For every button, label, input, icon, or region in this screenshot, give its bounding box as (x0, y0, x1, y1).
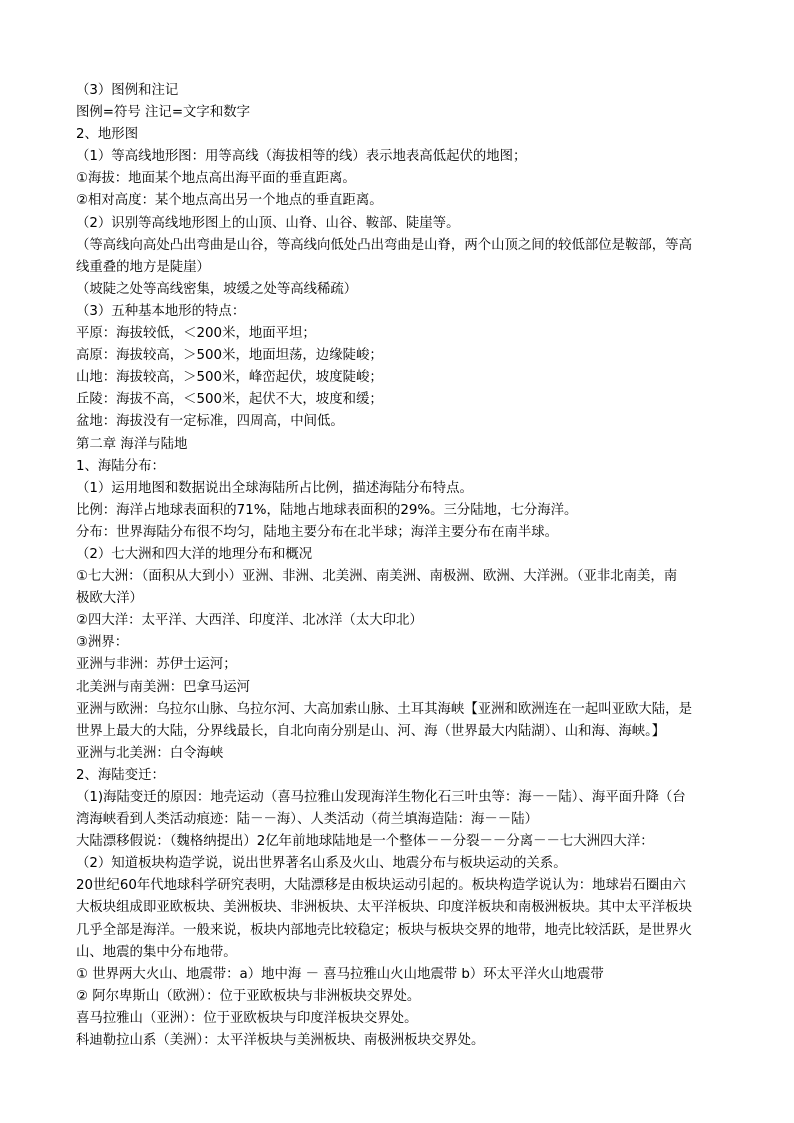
text-line: （1）运用地图和数据说出全球海陆所占比例，描述海陆分布特点。 (76, 480, 473, 496)
text-line: 极欧大洋） (76, 591, 143, 607)
text-line: 线重叠的地方是陡崖） (76, 259, 210, 275)
text-line: ① 世界两大火山、地震带：a）地中海 － 喜马拉雅山火山地震带 b）环太平洋火山地震带 (76, 966, 604, 982)
text-line: ①海拔：地面某个地点高出海平面的垂直距离。 (76, 171, 356, 187)
text-line: 图例=符号 注记=文字和数字 (76, 105, 250, 121)
text-line: 分布：世界海陆分布很不均匀，陆地主要分布在北半球；海洋主要分布在南半球。 (76, 524, 559, 540)
section-heading: 2、地形图 (76, 127, 139, 143)
text-line: 山、地震的集中分布地带。 (76, 944, 237, 960)
text-line: （坡陡之处等高线密集，坡缓之处等高线稀疏） (76, 281, 358, 297)
text-line: （1）等高线地形图：用等高线（海拔相等的线）表示地表高低起伏的地图； (76, 149, 527, 165)
text-line: 高原：海拔较高，＞500米，地面坦荡，边缘陡峻； (76, 348, 383, 364)
text-line: 比例：海洋占地球表面积的71%，陆地占地球表面积的29%。三分陆地，七分海洋。 (76, 502, 578, 518)
text-line: 喜马拉雅山（亚洲）：位于亚欧板块与印度洋板块交界处。 (76, 1010, 418, 1026)
text-line: 20世纪60年代地球科学研究表明，大陆漂移是由板块运动引起的。板块构造学说认为：地球岩石圈由六 (76, 878, 686, 894)
text-line: 亚洲与非洲：苏伊士运河； (76, 657, 237, 673)
text-line: 几乎全部是海洋。一般来说，板块内部地壳比较稳定；板块与板块交界的地带，地壳比较活跃，是世界火 (76, 922, 692, 938)
text-line: 北美洲与南美洲：巴拿马运河 (76, 679, 251, 695)
text-line: 平原：海拔较低，＜200米，地面平坦； (76, 326, 316, 342)
text-line: （2）七大洲和四大洋的地理分布和概况 (76, 546, 313, 562)
text-line: 亚洲与欧洲：乌拉尔山脉、乌拉尔河、大高加索山脉、土耳其海峡【亚洲和欧洲连在一起叫亚欧大陆，是 (76, 701, 692, 717)
text-line: ②相对高度：某个地点高出另一个地点的垂直距离。 (76, 193, 383, 209)
section-heading: 2、海陆变迁： (76, 767, 165, 783)
text-line: （3）图例和注记 (76, 83, 179, 98)
text-line: ①七大洲：（面积从大到小）亚洲、非洲、北美洲、南美洲、南极洲、欧洲、大洋洲。（亚非北南美，南 (76, 569, 678, 585)
text-line: （3）五种基本地形的特点： (76, 303, 246, 319)
text-line: （2）知道板块构造学说，说出世界著名山系及火山、地震分布与板块运动的关系。 (76, 856, 567, 872)
text-line: 湾海峡看到人类活动痕迹：陆－－海）、人类活动（荷兰填海造陆：海－－陆） (76, 812, 538, 828)
text-line: 盆地：海拔没有一定标准，四周高，中间低。 (76, 414, 344, 430)
section-heading: 1、海陆分布： (76, 458, 165, 474)
text-line: 大陆漂移假说：（魏格纳提出）2亿年前地球陆地是一个整体－－分裂－－分离－－七大洲四大洋： (76, 834, 654, 850)
text-line: 科迪勒拉山系（美洲）：太平洋板块与美洲板块、南极洲板块交界处。 (76, 1033, 485, 1049)
chapter-heading: 第二章 海洋与陆地 (76, 436, 188, 452)
text-line: （等高线向高处凸出弯曲是山谷，等高线向低处凸出弯曲是山脊，两个山顶之间的较低部位是鞍部，等高 (76, 237, 692, 253)
text-line: （1)海陆变迁的原因：地壳运动（喜马拉雅山发现海洋生物化石三叶虫等：海－－陆）、海平面升降（台 (76, 790, 686, 805)
text-line: 亚洲与北美洲：白令海峡 (76, 745, 224, 761)
text-line: （2）识别等高线地形图上的山顶、山脊、山谷、鞍部、陡崖等。 (76, 215, 460, 231)
text-line: 山地：海拔较高，＞500米，峰峦起伏，坡度陡峻； (76, 370, 383, 386)
text-line: ② 阿尔卑斯山（欧洲）：位于亚欧板块与非洲板块交界处。 (76, 988, 421, 1004)
text-line: 世界上最大的大陆，分界线最长，自北向南分别是山、河、海（世界最大内陆湖）、山和海、海峡。】 (76, 723, 666, 739)
document-page (76, 80, 726, 1052)
text-line: 大板块组成即亚欧板块、美洲板块、非洲板块、太平洋板块、印度洋板块和南极洲板块。其中太平洋板块 (76, 900, 692, 916)
text-line: ③洲界： (76, 635, 129, 651)
text-line: ②四大洋：太平洋、大西洋、印度洋、北冰洋（太大印北） (76, 613, 423, 629)
text-line: 丘陵：海拔不高，＜500米，起伏不大，坡度和缓； (76, 392, 383, 408)
